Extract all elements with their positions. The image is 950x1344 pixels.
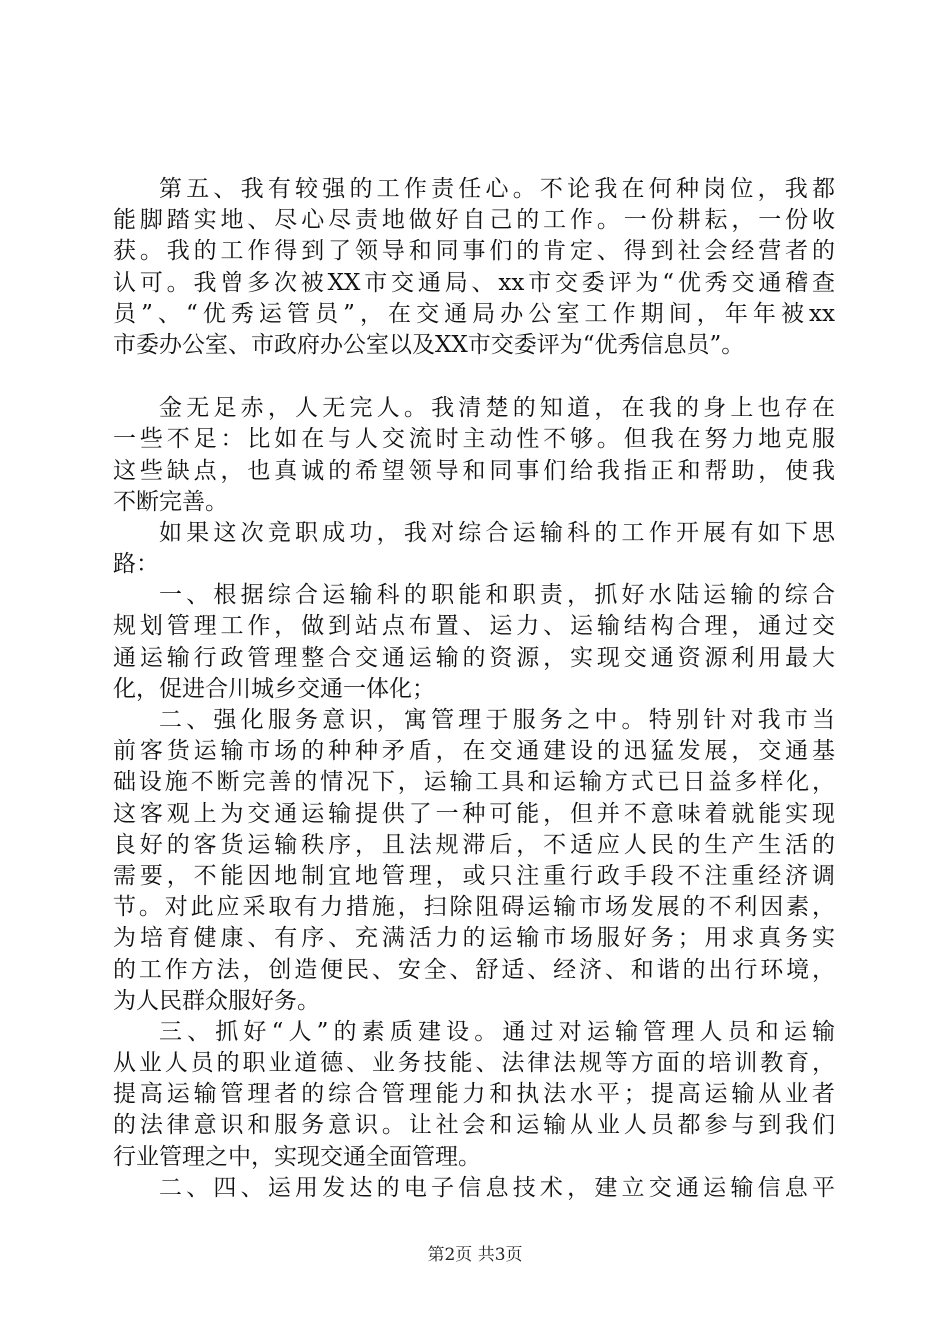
text-line: 的法律意识和服务意识。让社会和运输从业人员都参与到我们 — [113, 1112, 835, 1139]
text-line: 二、四、运用发达的电子信息技术，建立交通运输信息平 — [159, 1174, 835, 1201]
paragraph-point-three — [113, 1017, 835, 1173]
text-line: 为培育健康、有序、充满活力的运输市场服好务；用求真务实 — [113, 925, 835, 952]
text-line: 获。我的工作得到了领导和同事们的肯定、得到社会经营者的 — [113, 238, 835, 265]
text-line: 路： — [113, 551, 159, 578]
page-number-footer: 第2页 共3页 — [427, 1245, 523, 1265]
text-line: 员”、“优秀运管员”，在交通局办公室工作期间，年年被xx — [113, 300, 835, 327]
text-line: 通运输行政管理整合交通运输的资源，实现交通资源利用最大 — [113, 644, 835, 671]
text-line: 的工作方法，创造便民、安全、舒适、经济、和谐的出行环境， — [113, 956, 835, 983]
text-line: 节。对此应采取有力措施，扫除阻碍运输市场发展的不利因素， — [113, 894, 835, 921]
text-line: 规划管理工作，做到站点布置、运力、运输结构合理，通过交 — [113, 613, 835, 640]
paragraph-spacer — [113, 361, 835, 393]
paragraph-ideas-intro — [113, 518, 835, 580]
text-line: 一、根据综合运输科的职能和职责，抓好水陆运输的综合 — [159, 582, 835, 609]
text-line: 不断完善。 — [113, 488, 228, 515]
text-line: 这些缺点，也真诚的希望领导和同事们给我指正和帮助，使我 — [113, 457, 835, 484]
text-line: 化，促进合川城乡交通一体化； — [113, 675, 435, 702]
text-line: 市委办公室、市政府办公室以及XX市交委评为“优秀信息员”。 — [113, 331, 745, 358]
text-line: 如果这次竞职成功，我对综合运输科的工作开展有如下思 — [159, 519, 835, 546]
paragraph-point-two — [113, 705, 835, 1017]
text-line: 行业管理之中，实现交通全面管理。 — [113, 1143, 481, 1170]
text-line: 二、强化服务意识，寓管理于服务之中。特别针对我市当 — [159, 707, 835, 733]
text-line: 良好的客货运输秩序，且法规滞后，不适应人民的生产生活的 — [113, 831, 835, 858]
text-line: 一些不足：比如在与人交流时主动性不够。但我在努力地克服 — [113, 426, 835, 453]
text-line: 础设施不断完善的情况下，运输工具和运输方式已日益多样化， — [113, 769, 835, 796]
paragraph-point-four — [113, 1173, 835, 1204]
text-line: 认可。我曾多次被XX市交通局、xx市交委评为“优秀交通稽查 — [113, 269, 835, 296]
text-line: 第五、我有较强的工作责任心。不论我在何种岗位，我都 — [159, 176, 835, 202]
text-line: 能脚踏实地、尽心尽责地做好自己的工作。一份耕耘，一份收 — [113, 207, 835, 234]
text-line: 金无足赤，人无完人。我清楚的知道，在我的身上也存在 — [159, 395, 835, 422]
text-line: 从业人员的职业道德、业务技能、法律法规等方面的培训教育， — [113, 1050, 835, 1077]
text-line: 需要，不能因地制宜地管理，或只注重行政手段不注重经济调 — [113, 862, 835, 889]
paragraph-responsibility — [113, 174, 835, 361]
text-line: 前客货运输市场的种种矛盾，在交通建设的迅猛发展，交通基 — [113, 738, 835, 765]
text-line: 为人民群众服好务。 — [113, 987, 320, 1014]
paragraph-shortcomings — [113, 393, 835, 518]
text-line: 这客观上为交通运输提供了一种可能，但并不意味着就能实现 — [113, 800, 835, 827]
paragraph-point-one — [113, 580, 835, 705]
text-line: 提高运输管理者的综合管理能力和执法水平；提高运输从业者 — [113, 1081, 835, 1108]
document-body — [113, 174, 835, 1204]
text-line: 三、抓好“人”的素质建设。通过对运输管理人员和运输 — [159, 1018, 835, 1045]
